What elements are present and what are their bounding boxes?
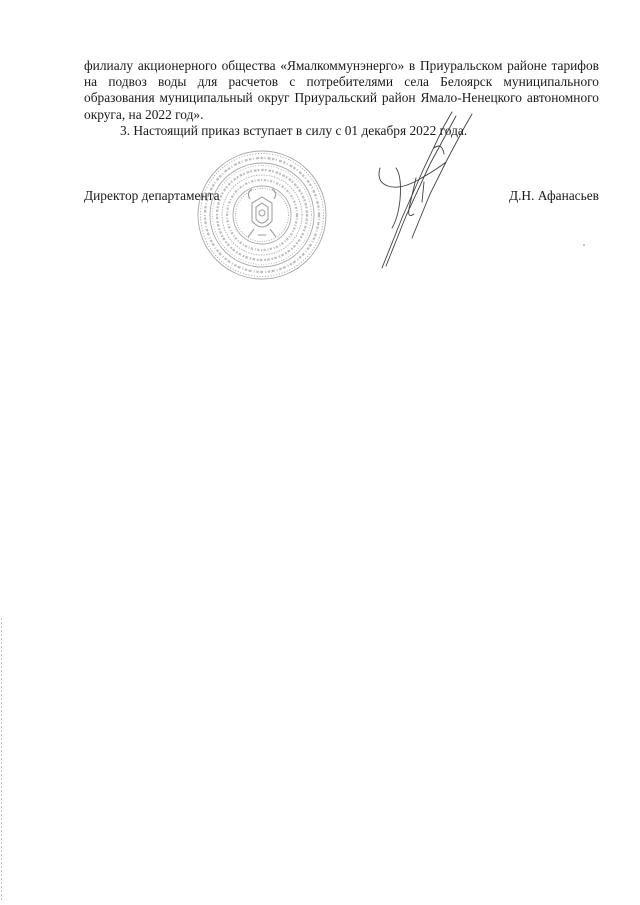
paragraph-item-3: 3. Настоящий приказ вступает в силу с 01 декабря 2022 года. xyxy=(120,122,468,138)
signatory-role: Директор департамента xyxy=(84,188,220,203)
official-seal-icon xyxy=(196,149,328,281)
paragraph-continuation: филиалу акционерного общества «Ямалкоммунэнерго» в Приуральском районе тарифов на подвоз воды для расчетов с потребителями села Белоярск муниципального образования муниципальный округ Приуральский район Ямало-Ненецкого автономного округа, на 2022 год». xyxy=(84,58,599,122)
signatory-name: Д.Н. Афанасьев xyxy=(508,188,599,203)
document-body xyxy=(84,58,599,139)
signature-block xyxy=(84,188,599,206)
scan-edge-artifact xyxy=(1,618,2,900)
scan-dot-artifact xyxy=(583,244,585,246)
